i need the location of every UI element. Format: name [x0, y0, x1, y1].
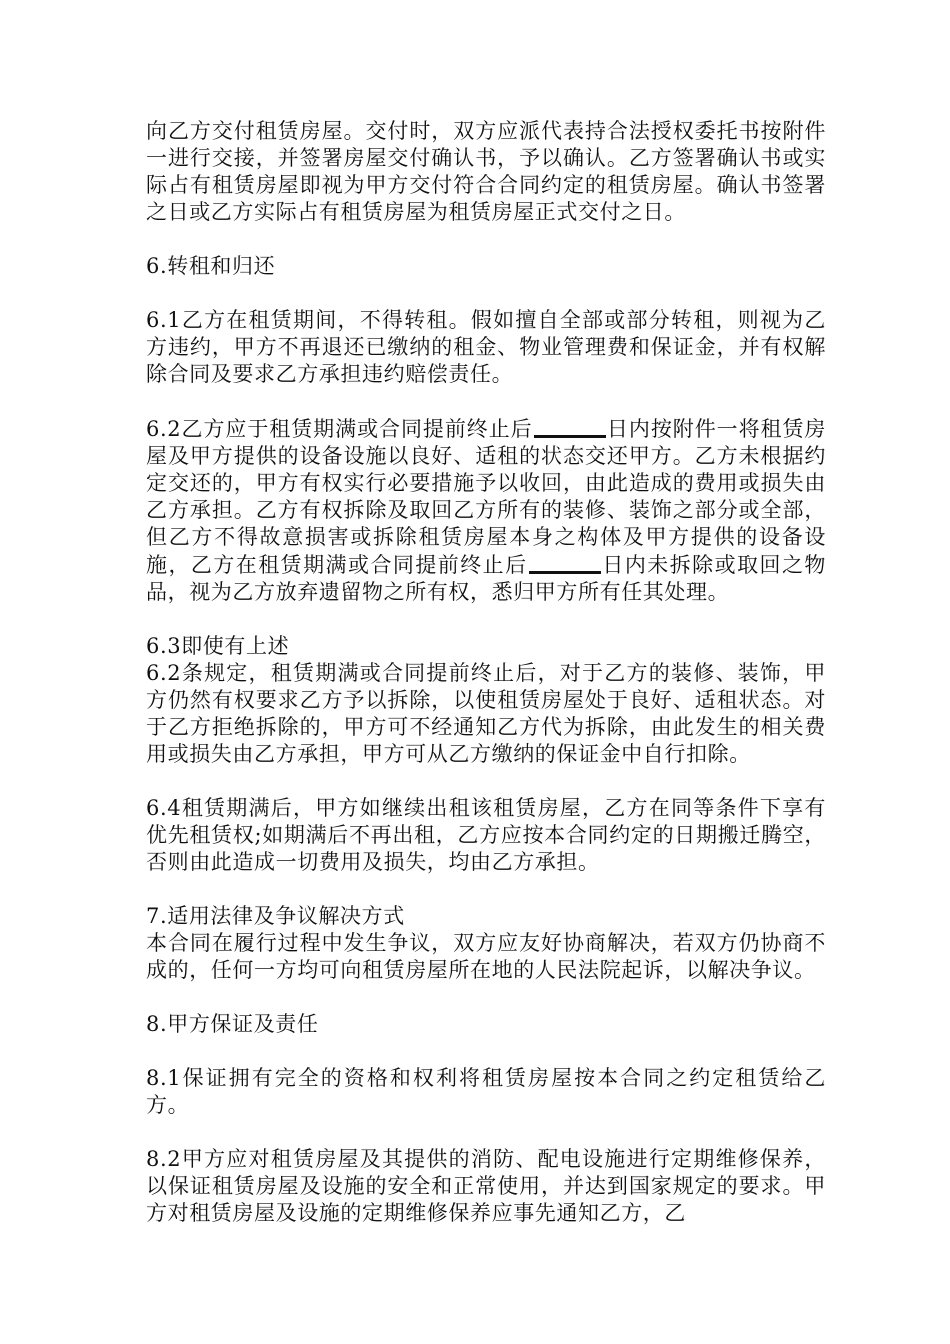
spacer [146, 1038, 826, 1065]
clause-6-2-part-c: 日内未拆除或取回之物品，视为乙方放弃遗留物之所有权，悉归甲方所有任其处理。 [146, 553, 827, 604]
spacer [146, 1119, 826, 1146]
fill-in-blank [529, 551, 601, 574]
spacer [146, 280, 826, 307]
clause-6-2 [146, 415, 826, 606]
spacer [146, 984, 826, 1011]
clause-7-body: 本合同在履行过程中发生争议，双方应友好协商解决，若双方仍协商不成的，任何一方均可向租赁房屋所在地的人民法院起诉，以解决争议。 [146, 931, 826, 982]
spacer [146, 768, 826, 795]
clause-6-1: 6.1乙方在租赁期间，不得转租。假如擅自全部或部分转租，则视为乙方违约，甲方不再退还已缴纳的租金、物业管理费和保证金，并有权解除合同及要求乙方承担违约赔偿责任。 [146, 308, 826, 386]
clause-6-3-body: 6.2条规定，租赁期满或合同提前终止后，对于乙方的装修、装饰，甲方仍然有权要求乙方予以拆除，以使租赁房屋处于良好、适租状态。对于乙方拒绝拆除的，甲方可不经通知乙方代为拆除，由此发生的相关费用或损失由乙方承担，甲方可从乙方缴纳的保证金中自行扣除。 [146, 661, 826, 766]
clause-6-4: 6.4租赁期满后，甲方如继续出租该租赁房屋，乙方在同等条件下享有优先租赁权;如期满后不再出租，乙方应按本合同约定的日期搬迁腾空，否则由此造成一切费用及损失，均由乙方承担。 [146, 796, 826, 874]
paragraph-delivery: 向乙方交付租赁房屋。交付时，双方应派代表持合法授权委托书按附件一进行交接，并签署房屋交付确认书，予以确认。乙方签署确认书或实际占有租赁房屋即视为甲方交付符合合同约定的租赁房屋。确认书签署之日或乙方实际占有租赁房屋为租赁房屋正式交付之日。 [146, 119, 826, 224]
fill-in-blank [534, 415, 606, 438]
section-heading-7: 7.适用法律及争议解决方式 [146, 904, 405, 928]
spacer [146, 606, 826, 633]
spacer [146, 226, 826, 253]
clause-6-3-heading: 6.3即使有上述 [146, 634, 290, 658]
clause-8-1: 8.1保证拥有完全的资格和权利将租赁房屋按本合同之约定租赁给乙方。 [146, 1066, 826, 1117]
document-page [146, 118, 826, 1227]
spacer [146, 876, 826, 903]
clause-6-2-part-a: 6.2乙方应于租赁期满或合同提前终止后 [146, 417, 533, 441]
section-heading-6: 6.转租和归还 [146, 254, 276, 278]
clause-8-2: 8.2甲方应对租赁房屋及其提供的消防、配电设施进行定期维修保养，以保证租赁房屋及设施的安全和正常使用，并达到国家规定的要求。甲方对租赁房屋及设施的定期维修保养应事先通知乙方，乙 [146, 1147, 826, 1225]
spacer [146, 388, 826, 415]
clause-6-2-part-b: 日内按附件一将租赁房屋及甲方提供的设备设施以良好、适租的状态交还甲方。乙方未根据约定交还的，甲方有权实行必要措施予以收回，由此造成的费用或损失由乙方承担。乙方有权拆除及取回乙方所有的装修、装饰之部分或全部，但乙方不得故意损害或拆除租赁房屋本身之构体及甲方提供的设备设施，乙方在租赁期满或合同提前终止后 [146, 417, 827, 577]
section-heading-8: 8.甲方保证及责任 [146, 1012, 319, 1036]
